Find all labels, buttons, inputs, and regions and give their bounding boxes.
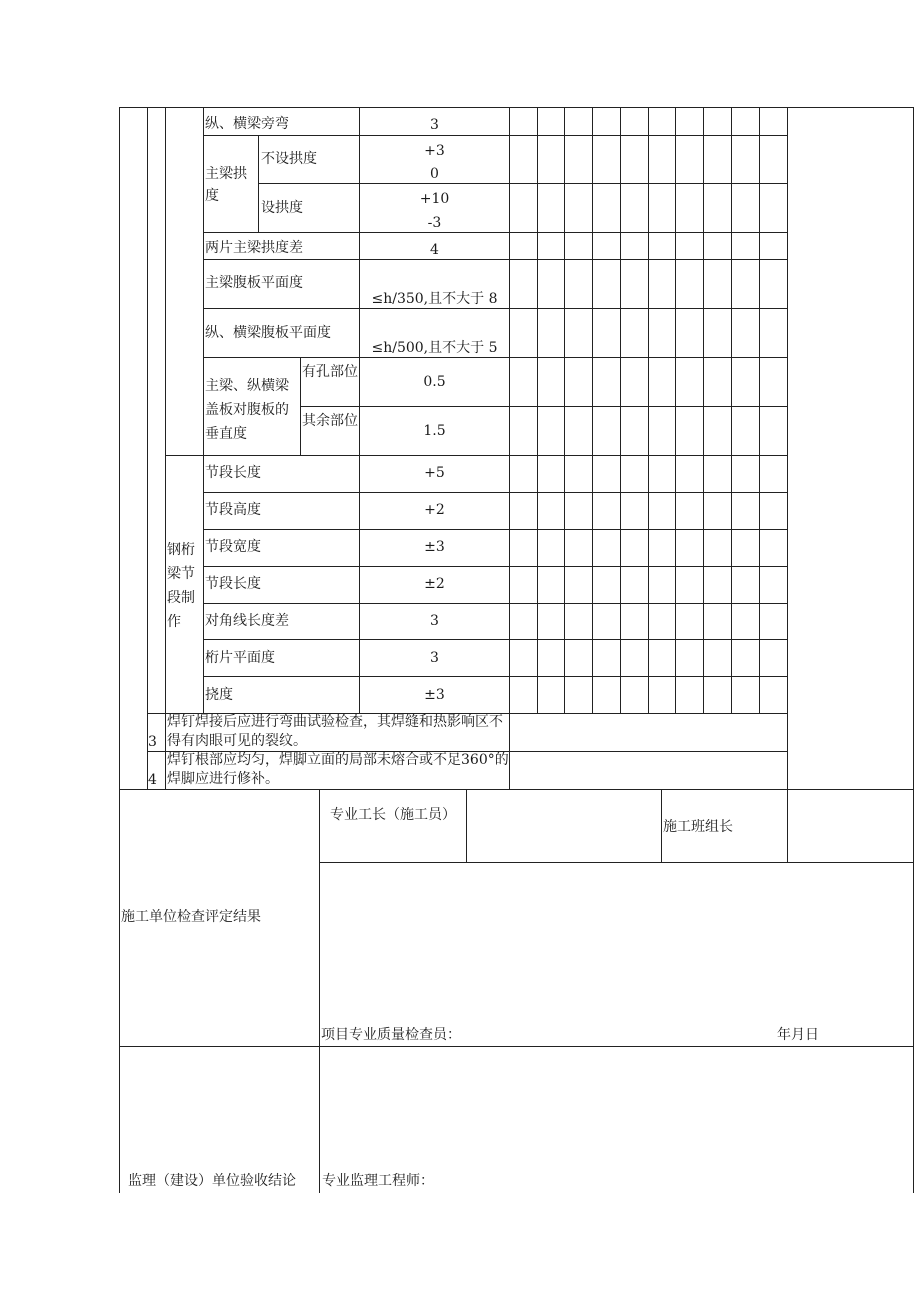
- group-label-perpendicularity: 主梁、纵横梁盖板对腹板的垂直度: [205, 378, 289, 442]
- row-value-no-camber-upper: +3: [424, 143, 445, 159]
- item-number: 4: [148, 772, 157, 788]
- row-value-with-camber-upper: +10: [419, 191, 450, 207]
- truss-row-label: 桁片平面度: [205, 650, 275, 666]
- row-line: [203, 676, 787, 677]
- row-label-with-camber: 设拱度: [261, 200, 303, 216]
- truss-row-value: 3: [430, 613, 439, 629]
- col-line: [300, 357, 301, 455]
- row-value-camber-diff: 4: [430, 242, 439, 258]
- supervision-label: 监理（建设）单位验收结论: [128, 1173, 296, 1189]
- row-value-lateral-bend: 3: [430, 117, 439, 133]
- team-leader-label: 施工班组长: [663, 819, 733, 835]
- row-label-camber-diff: 两片主梁拱度差: [205, 240, 303, 256]
- truss-row-value: 3: [430, 650, 439, 666]
- construction-result-label: 施工单位检查评定结果: [121, 909, 261, 925]
- row-label-cross-web-flatness: 纵、横梁腹板平面度: [205, 325, 331, 341]
- truss-row-value: +5: [424, 465, 445, 481]
- grid-line: [759, 107, 760, 713]
- row-line: [203, 639, 787, 640]
- col-line: [509, 107, 510, 789]
- quality-inspector-label: 项目专业质量检查员：: [321, 1027, 461, 1043]
- row-label-lateral-bend: 纵、横梁旁弯: [205, 116, 289, 132]
- truss-row-label: 对角线长度差: [205, 613, 289, 629]
- row-line: [300, 406, 787, 407]
- truss-row-label: 节段长度: [205, 576, 261, 592]
- group-label-truss: 钢桁梁节段制作: [167, 542, 195, 630]
- foreman-label: 专业工长（施工员）: [330, 807, 456, 823]
- col-line: [319, 789, 320, 1193]
- grid-line: [648, 107, 649, 713]
- row-label-other: 其余部位: [302, 413, 358, 429]
- row-value-no-camber-lower: 0: [430, 166, 439, 182]
- row-value-with-camber-lower: -3: [427, 215, 442, 231]
- group-label-main-camber: 主梁拱度: [205, 166, 247, 204]
- truss-row-label: 挠度: [205, 687, 233, 703]
- col-line: [203, 107, 204, 713]
- truss-row-label: 节段高度: [205, 502, 261, 518]
- col-line: [661, 789, 662, 862]
- table-left-border: [119, 107, 120, 1193]
- truss-row-value: +2: [424, 502, 445, 518]
- row-line: [319, 862, 914, 863]
- row-line: [165, 455, 787, 456]
- col-line: [165, 107, 166, 789]
- row-line: [119, 1046, 914, 1047]
- grid-line: [564, 107, 565, 713]
- row-label-no-camber: 不设拱度: [261, 151, 317, 167]
- row-line: [203, 529, 787, 530]
- grid-line: [537, 107, 538, 713]
- row-label-holes: 有孔部位: [302, 364, 358, 380]
- row-value-holes: 0.5: [423, 374, 446, 390]
- row-line: [203, 603, 787, 604]
- col-line: [787, 107, 788, 862]
- row-line: [203, 566, 787, 567]
- row-line: [119, 789, 914, 790]
- truss-row-label: 节段长度: [205, 465, 261, 481]
- date-label: 年月日: [777, 1027, 819, 1043]
- supervisor-label: 专业监理工程师：: [322, 1173, 434, 1189]
- table-right-border: [913, 107, 914, 1193]
- truss-row-value: ±2: [424, 576, 445, 592]
- grid-line: [592, 107, 593, 713]
- truss-row-value: ±3: [424, 687, 445, 703]
- col-line: [147, 107, 148, 789]
- row-value-main-web-flatness: ≤h/350,且不大于 8: [371, 291, 498, 307]
- item-number: 3: [148, 734, 157, 750]
- truss-row-value: ±3: [424, 539, 445, 555]
- grid-line: [675, 107, 676, 713]
- row-value-cross-web-flatness: ≤h/500,且不大于 5: [371, 340, 498, 356]
- row-line: [203, 492, 787, 493]
- row-label-main-web-flatness: 主梁腹板平面度: [205, 275, 303, 291]
- row-value-other: 1.5: [423, 423, 446, 439]
- grid-line: [620, 107, 621, 713]
- row-line: [258, 183, 787, 184]
- table-top-border: [119, 107, 914, 108]
- item-text: 焊钉根部应均匀，焊脚立面的局部未熔合或不足360°的焊脚应进行修补。: [167, 752, 509, 787]
- col-line: [466, 789, 467, 862]
- col-line: [258, 135, 259, 232]
- grid-line: [731, 107, 732, 713]
- grid-line: [703, 107, 704, 713]
- truss-row-label: 节段宽度: [205, 539, 261, 555]
- item-text: 焊钉焊接后应进行弯曲试验检查，其焊缝和热影响区不得有肉眼可见的裂纹。: [167, 714, 503, 749]
